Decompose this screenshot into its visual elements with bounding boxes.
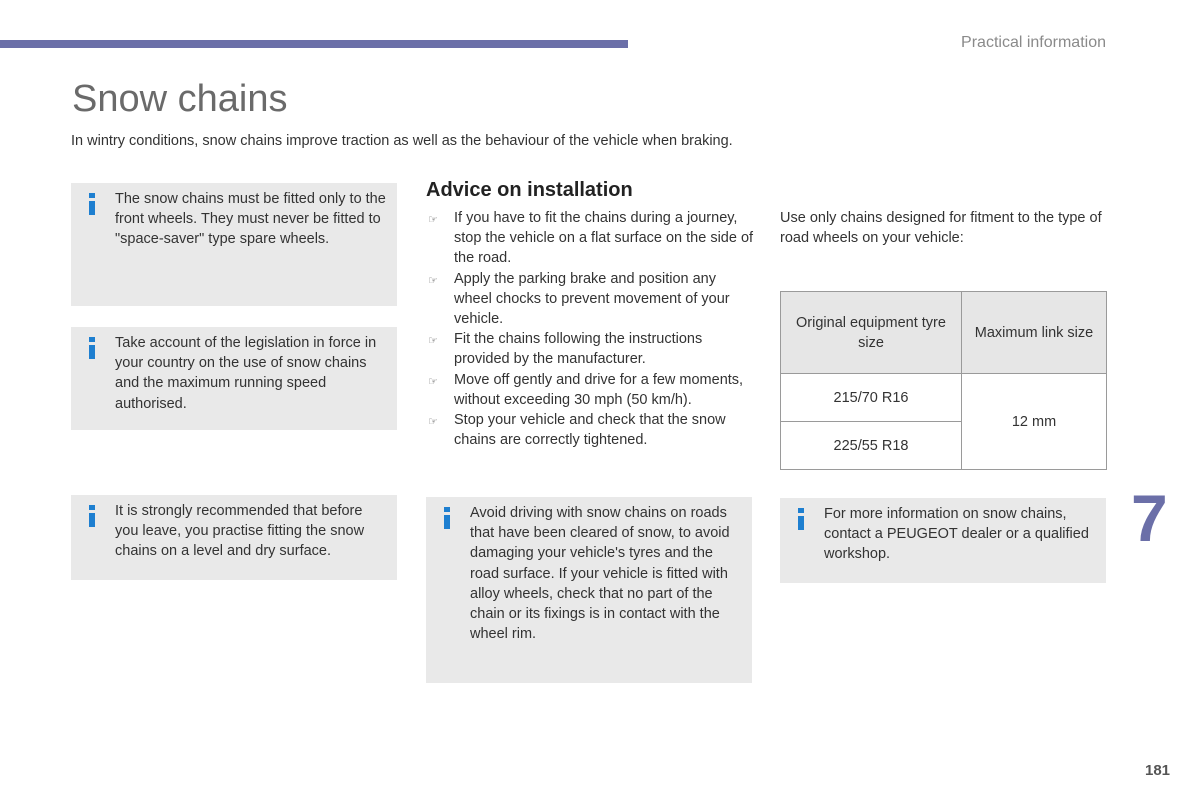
pointing-hand-icon: ☞ [428, 375, 438, 388]
table-cell: 215/70 R16 [781, 374, 962, 422]
page-title: Snow chains [72, 78, 288, 120]
table-cell: 12 mm [962, 374, 1107, 470]
info-box-practise [71, 495, 397, 580]
table-cell: 225/55 R18 [781, 422, 962, 470]
info-text: It is strongly recommended that before you leave, you practise fitting the snow chains on a level and dry surface. [115, 503, 365, 560]
info-icon [795, 508, 807, 532]
list-item: ☞ Apply the parking brake and position any wheel chocks to prevent movement of your vehicle. [428, 270, 730, 328]
advice-steps [426, 208, 756, 450]
info-icon [441, 507, 453, 531]
info-box-cleared-roads [426, 497, 752, 683]
list-item: ☞ Fit the chains following the instructions provided by the manufacturer. [428, 331, 703, 368]
intro-paragraph: In wintry conditions, snow chains improve traction as well as the behaviour of the vehicle when braking. [71, 133, 733, 149]
list-item: ☞ Stop your vehicle and check that the snow chains are correctly tightened. [428, 412, 726, 449]
info-text: For more information on snow chains, contact a PEUGEOT dealer or a qualified workshop. [824, 506, 1089, 563]
info-text: The snow chains must be fitted only to the front wheels. They must never be fitted to "space-saver" type spare wheels. [115, 191, 386, 248]
list-item: ☞ Move off gently and drive for a few moments, without exceeding 30 mph (50 km/h). [428, 371, 744, 408]
section-title: Practical information [961, 34, 1106, 51]
page-number: 181 [1145, 762, 1171, 779]
table-header: Original equipment tyre size [781, 292, 962, 374]
info-box-more-info [780, 498, 1106, 583]
advice-heading: Advice on installation [426, 179, 633, 201]
list-item: ☞ If you have to fit the chains during a journey, stop the vehicle on a flat surface on the side of the road. [428, 210, 754, 267]
header-accent-bar [0, 40, 628, 48]
pointing-hand-icon: ☞ [428, 274, 438, 287]
info-icon [86, 337, 98, 361]
chapter-number: 7 [1131, 481, 1168, 555]
info-text: Avoid driving with snow chains on roads that have been cleared of snow, to avoid damaging your vehicle's tyres and the road surface. If your vehicle is fitted with alloy wheels, check that no part of the chain or its fixings is in contact with the wheel rim. [470, 505, 730, 643]
pointing-hand-icon: ☞ [428, 214, 438, 226]
chains-paragraph: Use only chains designed for fitment to the type of road wheels on your vehicle: [780, 210, 1102, 247]
tyre-chain-table [780, 291, 1107, 470]
info-box-legislation [71, 327, 397, 430]
pointing-hand-icon: ☞ [428, 416, 438, 429]
pointing-hand-icon: ☞ [428, 335, 438, 348]
table-header: Maximum link size [962, 292, 1107, 374]
info-text: Take account of the legislation in force in your country on the use of snow chains and the maximum running speed authorised. [115, 335, 377, 412]
info-icon [86, 505, 98, 529]
info-box-front-wheels [71, 183, 397, 306]
info-icon [86, 193, 98, 217]
